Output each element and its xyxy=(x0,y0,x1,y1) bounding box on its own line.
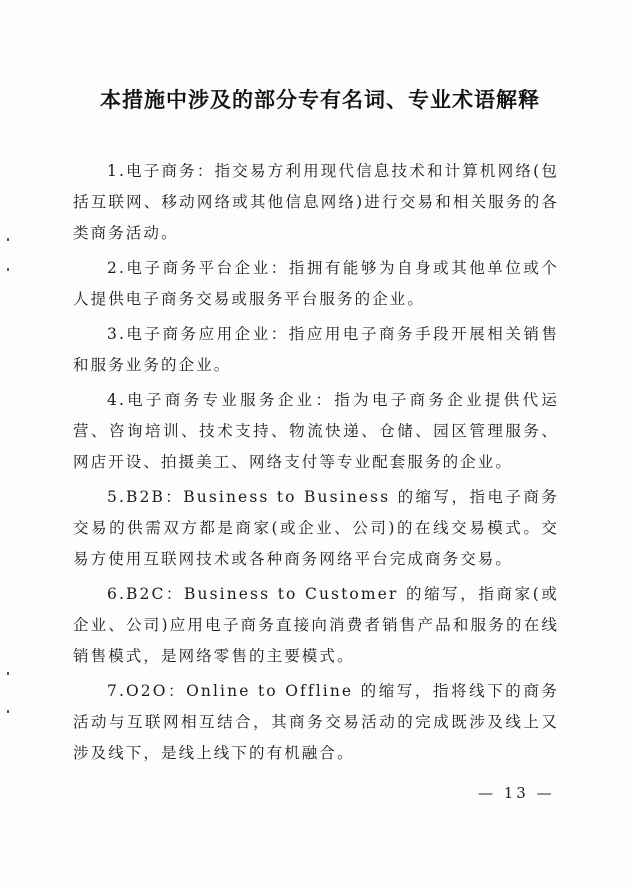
term-paragraph-4: 4.电子商务专业服务企业：指为电子商务企业提供代运营、咨询培训、技术支持、物流快递、仓储、园区管理服务、网店开设、拍摄美工、网络支付等专业配套服务的企业。 xyxy=(73,391,559,471)
document-body xyxy=(73,156,559,773)
term-paragraph-6: 6.B2C：Business to Customer 的缩写，指商家(或企业、公司)应用电子商务直接向消费者销售产品和服务的在线销售模式，是网络零售的主要模式。 xyxy=(73,585,559,665)
page-number: — 13 — xyxy=(478,784,555,802)
term-paragraph-2: 2.电子商务平台企业：指拥有能够为自身或其他单位或个人提供电子商务交易或服务平台服务的企业。 xyxy=(73,259,559,308)
term-paragraph-5: 5.B2B：Business to Business 的缩写，指电子商务交易的供需双方都是商家(或企业、公司)的在线交易模式。交易方使用互联网技术或各种商务网络平台完成商务交易。 xyxy=(73,488,559,568)
document-title: 本措施中涉及的部分专有名词、专业术语解释 xyxy=(100,87,540,112)
binding-hole-mark xyxy=(7,672,9,675)
binding-hole-mark xyxy=(7,268,9,271)
binding-hole-mark xyxy=(7,710,9,713)
term-paragraph-1: 1.电子商务：指交易方利用现代信息技术和计算机网络(包括互联网、移动网络或其他信息网络)进行交易和相关服务的各类商务活动。 xyxy=(73,162,559,242)
binding-hole-mark xyxy=(7,238,9,241)
term-paragraph-7: 7.O2O：Online to Offline 的缩写，指将线下的商务活动与互联网相互结合，其商务交易活动的完成既涉及线上又涉及线下，是线上线下的有机融合。 xyxy=(73,682,559,762)
term-paragraph-3: 3.电子商务应用企业：指应用电子商务手段开展相关销售和服务业务的企业。 xyxy=(73,325,559,374)
